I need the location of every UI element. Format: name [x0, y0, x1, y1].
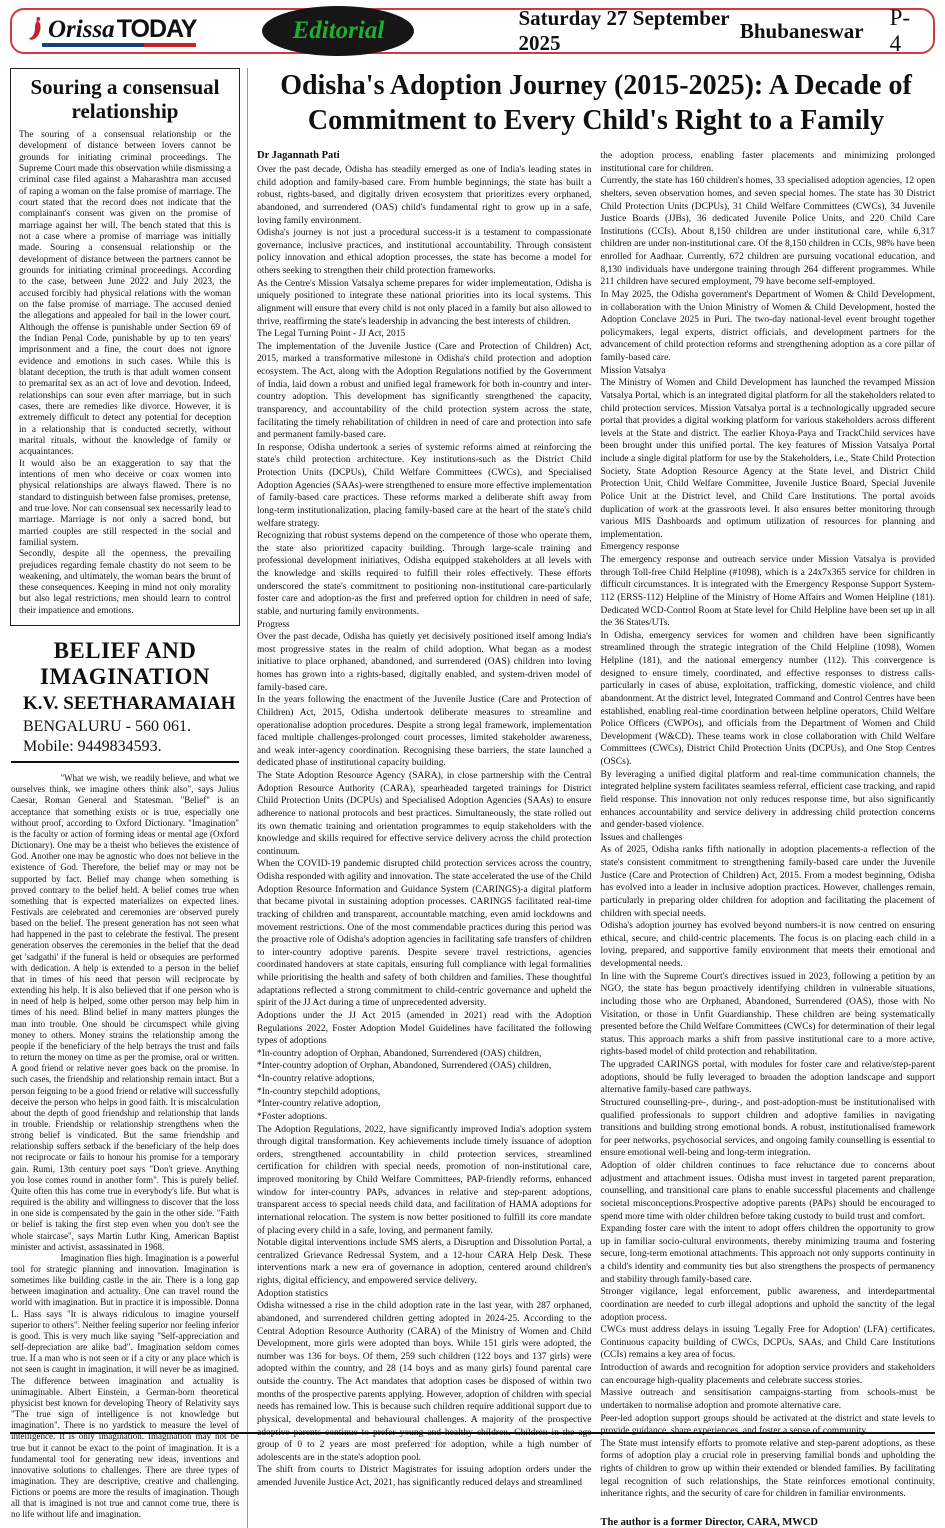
paragraph: The souring of a consensual relationship or the development of distance between lovers cannot be grounds for initiating criminal proceedings. The Supreme Court made this observation while dismissing a criminal case filed against a Maharashtra man accused of raping a woman on the false promise of marriage. The court stated that the record does not indicate that the complainant's consent was given on the promise of marriage against her will. The bench stated that this is not a case where a promise of marriage was initially made. Souring a consensual relationship or the development of distance between the partners cannot be grounds for initiating criminal proceedings. According to the case, between June 2022 and July 2023, the accused forcibly had physical relations with the woman on the false promise of marriage. The accused denied the allegations and appealed for bail in the lower court. Although the offense is punishable under Section 69 of the Indian Penal Code, punishable by up to ten years' imprisonment and a fine, the court does not ignore evidence and emotions in such cases. While this is blatant deception, the truth is that adult women consent to premarital sex as an act of love and devotion. Indeed, relationships can sour even after marriage, but in such cases, there are remedies like divorce. However, it is extremely difficult to detect any potential for deception in a relationship that is conducted secretly, without marital rituals, without the knowledge of family or acquaintances.: [19, 130, 231, 458]
paragraph: The upgraded CARINGS portal, with modules for foster care and relative/step-parent adoptions, should be fully leveraged to broaden the adoption landscape and support alternative family-based care pathways.: [600, 1060, 935, 1096]
paragraph: Structured counselling-pre-, during-, and post-adoption-must be institutionalised with qualified professionals to support children and adoptive families in navigating transitions and building strong emotional bonds. A robust, institutionalised framework for peer networks, psychosocial services, and ongoing family counselling is essential to ensure emotional well-being and long-term integration.: [600, 1097, 935, 1159]
paragraph: Currently, the state has 160 children's homes, 33 specialised adoption agencies, 12 open shelters, seven observation homes, and seven special homes. The state has 30 District Child Protection Units (DCPUs), 31 Child Welfare Committees (CWCs), 34 Juvenile Justice Boards (JJBs), 36 dedicated Juvenile Police Units, and 220 Child Care Institutions (CCIs). About 8,150 children are under institutional care, while 6,317 children are under non-institutional care. Of the 8,150 children in CCIs, 98% have been enrolled for Aadhaar. Currently, 672 children are pursuing vocational education, and 8,130 individuals have undergone training through 264 different programmes. While 211 children have secured employment, 79 have become self-employed.: [600, 176, 935, 288]
paragraph: Adoption of older children continues to face reluctance due to concerns about adjustment and attachment issues. Odisha must invest in targeted parent preparation, counselling, and transitional care plans to enable successful placements and challenge societal misconceptions.Prospective adoptive parents (PAPs) should be encouraged to spend more time with older children before taking custody to build trust and comfort.: [600, 1161, 935, 1222]
paragraph: The Legal Turning Point - JJ Act, 2015: [257, 329, 406, 340]
article-belief-imagination: [10, 638, 240, 1520]
page-number: P-4: [889, 5, 911, 56]
paragraph: The implementation of the Juvenile Justice (Care and Protection of Children) Act, 2015, marked a transformative milestone in Odisha's child protection and adoption ecosystem. The Act, along with the Adoption Regulations notified by the Government of India, laid down a robust and unified legal framework for both in-country and inter-country adoption. This development has significantly strengthened the capacity, transparency, and accountability of the child protection system across the state, facilitating the timely rehabilitation of children in need of care and protection into safe and permanent family-based care.: [257, 341, 592, 441]
article-column-1: [257, 150, 592, 1528]
author-location: BENGALURU - 560 061.: [23, 718, 191, 736]
paragraph: In the years following the enactment of the Juvenile Justice (Care and Protection of Children) Act, 2015, Odisha undertook deliberate measures to streamline and operationalise adoption procedures. Despite a strong legal framework, implementation faced multiple challenges-prolonged court processes, limited stakeholder awareness, and weak inter-agency coordination. Recognising these barriers, the state launched a dedicated phase of institutional capacity building.: [257, 695, 592, 769]
editorial-badge: Editorial: [262, 6, 414, 56]
bottom-rule: [10, 1432, 935, 1434]
main-headline: Odisha's Adoption Journey (2015-2025): A Decade of Commitment to Every Child's Right to a Family: [280, 70, 912, 136]
article-body: [11, 773, 239, 1520]
column-1-body: [257, 164, 592, 1490]
paragraph: Peer-led adoption support groups should be activated at the district and state levels to provide guidance, share experiences, and foster a sense of community.: [600, 1413, 935, 1437]
page-content: [10, 68, 935, 1528]
paragraph: By leveraging a unified digital platform and real-time communication channels, the integrated helpline system facilitates seamless referral, efficient case tracking, and rapid field response. This innovation not only reduces response time, but also significantly enhances accountability and service delivery in addressing child protection concerns and gender-based violence.: [600, 769, 935, 831]
paragraph: The emergency response and outreach service under Mission Vatsalya is provided through Toll-free Child Helpline (#1098), which is a 24x7x365 service for children in difficult circumstances. It is integrated with the Emergency Response Support System-112 (ERSS-112) Helpline of the Ministry of Home Affairs and Women Helpline (181). Dedicated WCD-Control Room at State level for Child Helpline have been set up in all the 36 States/UTs.: [600, 555, 935, 629]
chili-pepper-icon: [28, 16, 46, 42]
paragraph: *In-country stepchild adoptions,: [257, 1086, 381, 1097]
paragraph: Odisha witnessed a rise in the child adoption rate in the last year, with 287 orphaned, abandoned, and surrendered children getting adopted in 2024-25. According to the Central Adoption Resource Authority (CARA) of the Ministry of Women and Child Development, more girls were adopted than boys. While 151 girls were adopted, the number was 136 for boys. Of them, 259 such children (122 boys and 137 girls) were adopted within the country, and 28 (14 boys and as many girls) found parental care outside the country. The Act mandates that adoption cases be disposed of within two months of the prospective parents applying. However, adoption of children with special needs has remained low. This is because such children require additional support due to physical, developmental and behavioural challenges. A majority of the prospective adoptive parents continue to prefer young and healthy children. Children in the age group of 0 to 2 years are most preferred for adoption, while a high number of adolescents are in the state's adoption pool.: [257, 1301, 592, 1463]
left-column: [10, 68, 248, 1528]
paragraph: It would also be an exaggeration to say that the intentions of men who deceive or coax women into physical relationships are always flawed. There is no standard to distinguish between false promises, pretense, and true love. Nor can consensual sex necessarily lead to marriage. Marriage is not only a sacred bond, but married couples are still respected in the social and familial system.: [19, 458, 231, 548]
orissa-today-logo: [28, 16, 196, 47]
paragraph: Emergency response: [600, 542, 680, 553]
paragraph: In response, Odisha undertook a series of systemic reforms aimed at reinforcing the state's child protection architecture. Key institutions-such as the District Child Protection Units (DCPUs), Child Welfare Committees (CWCs), and Specialised Adoption Agencies (SAAs)-were strengthened to ensure more effective implementation of family-based care practices. These reforms marked a deliberate shift away from long-term institutionalization, placing family-based care at the heart of the state's child welfare strategy.: [257, 442, 592, 529]
paragraph: Mission Vatsalya: [600, 365, 666, 376]
paragraph: In Odisha, emergency services for women and children have been significantly streamlined through the strategic integration of the Child Helpline (1098), Women Helpline (181), and the national emergency number (112). This convergence is designed to ensure timely, coordinated, and effective responses to distress calls-particularly in cases of abuse, exploitation, trafficking, domestic violence, and child abandonment. At the district level, Integrated Command and Control Centres have been established, enabling real-time coordination between helpline operators, Child Welfare Police Officers (CWPOs), and officials from the Department of Women and Child Development (W&CD). These teams work in close collaboration with Child Welfare Committees (CWCs), District Child Protection Units (DCPUs), and One Stop Centres (OSCs).: [600, 630, 935, 767]
paragraph: Over the past decade, Odisha has steadily emerged as one of India's leading states in child adoption and family-based care. From humble beginnings, the state has built a robust, rights-based, and digitally driven ecosystem that prioritizes every orphaned, abandoned, and surrendered (OAS) child's fundamental right to grow up in a safe, loving family environment.: [257, 165, 592, 226]
paragraph: *Inter-country adoption of Orphan, Abandoned, Surrendered (OAS) children,: [257, 1061, 552, 1072]
logo-today-text: TODAY: [116, 14, 197, 43]
masthead: [10, 5, 935, 56]
paragraph: Imagination flies high. Imagination is a powerful tool for strategic planning and innovation. Imagination is sometimes like building castle in the air. There is a long gap between imagination and actuality. One can travel round the world with imagination. But in practice it is impossible. Donna L. Hass says "It is always ridiculous to imagine yourself superior to others". Neither feeling superior nor feeling inferior is good. This is very much like saying "Self-appreciation and self-depreciation are alike bad". Imagination seldom comes true. If a man who is not seen or if a city or any place which is not seen is caught in imagination, it will never be as imagined. The difference between imagination and actuality is unimaginable. Albert Einstein, a German-born theoretical physicist best known for developing Theory of Relativity says "The true sign of intelligence is not knowledge but imagination". There is no yardstick to measure the level of intelligence. It is only imagination. Imagination may not be true but it cannot be exact to the point of imagination. It is a fundamental tool for generating new ideas, inventions and innovative solutions to challenges. There are three types of imagination. They are descriptive, creative and challenging. Fictions or poems are more the results of imagination. Though all that is imagined is not true and cannot come true, there is no life without life and imagination.: [11, 1252, 239, 1520]
paragraph: Secondly, despite all the openness, the prevailing prejudices regarding female chastity do not seem to be weakening, and ultimately, the woman bears the brunt of these consequences. Keeping in mind not only morality but also legal restrictions, men should learn to control their impatience and emotions.: [19, 549, 231, 616]
divider-rule: [11, 761, 239, 763]
paragraph: the adoption process, enabling faster placements and minimizing prolonged institutional care for children.: [600, 151, 935, 174]
article-column-2: [601, 150, 936, 1528]
author-mobile: Mobile: 9449834593.: [23, 738, 162, 756]
logo-orissa-text: Orissa: [48, 15, 115, 43]
article-body: [19, 130, 231, 617]
paragraph: In line with the Supreme Court's directives issued in 2023, following a petition by an NGO, the state has begun proactively identifying children in vulnerable situations, including those who are Orphaned, Abandoned, Surrendered (OAS), those with No Visitation, or those in Unfit Guardianship. These children are being systematically presented before the Child Welfare Committees (CWCs) for determination of their legal status. This approach marks a shift from passive institutional care to a more active, rights-based model of child protection and rehabilitation.: [600, 971, 935, 1058]
paragraph: Introduction of awards and recognition for adoption service providers and stakeholders can encourage high-quality placements and celebrate success stories.: [600, 1363, 935, 1386]
paragraph: As of 2025, Odisha ranks fifth nationally in adoption placements-a reflection of the state's consistent commitment to strengthening family-based care under the Juvenile Justice (Care and Protection of Children) Act, 2015. From a modest beginning, Odisha has evolved into a leader in inclusive adoption practices. However, challenges remain, particularly in preparing older children for adoption and facilitating the placement of children with special needs.: [600, 845, 935, 919]
paragraph: Odisha's journey is not just a procedural success-it is a testament to compassionate governance, inclusive practices, and institutional accountability. Through consistent policy innovation and ethical adoption processes, the state has become a model for others seeking to strengthen their child protection frameworks.: [257, 228, 592, 276]
edition-city: Bhubaneswar: [739, 18, 864, 43]
paragraph: The State Adoption Resource Agency (SARA), in close partnership with the Central Adoption Resource Authority (CARA), spearheaded targeted trainings for District Child Protection Units (DCPUs) and Specialised Adoption Agencies (SAAs) to ensure adherence to national protocols and best practices. Simultaneously, the state rolled out its own thematic training and orientation programmes to equip stakeholders with the knowledge and skills required for effective service delivery across the child protection continuum.: [257, 771, 592, 857]
article-author: K.V. SEETHARAMAIAH: [23, 693, 236, 715]
byline: Dr Jagannath Pati: [257, 150, 340, 161]
article-title: BELIEF AND IMAGINATION: [40, 638, 210, 690]
paragraph: Expanding foster care with the intent to adopt offers children the opportunity to grow up in familiar socio-cultural environments, thereby minimizing trauma and fostering secure, long-term emotional attachments. This approach not only supports continuity in a child's identity and community ties but also strengthens the prospects of permanency and stability through family-based care.: [600, 1224, 935, 1285]
paragraph: Adoption statistics: [257, 1288, 328, 1299]
paragraph: Recognizing that robust systems depend on the competence of those who operate them, the state also prioritized capacity building. Through large-scale training and professional development initiatives, Odisha equipped stakeholders at all levels with the knowledge and skills required to fulfill their roles effectively. These efforts underscored the state's commitment to positioning non-institutional care-particularly foster care and adoption-as the first and preferred option for children in need of safe, stable, and nurturing family environments.: [257, 531, 592, 617]
paragraph: Stronger vigilance, legal enforcement, public awareness, and interdepartmental coordination are needed to curb illegal adoptions and uphold the sanctity of the legal adoption process.: [600, 1287, 935, 1323]
paragraph: In May 2025, the Odisha government's Department of Women & Child Development, in collaboration with the Union Ministry of Women & Child Development, hosted the Adoption Conclave 2025 in Puri. The two-day national-level event brought together policymakers, legal experts, district officials, and development partners for the advancement of child protection reforms and strengthening adoption as a core pillar of family-based care.: [600, 289, 935, 363]
issue-date: Saturday 27 September 2025: [518, 6, 730, 55]
paragraph: The Ministry of Women and Child Development has launched the revamped Mission Vatsalya Portal, which is an integrated digital platform for all the stakeholders related to child protection services. Mission Vatsalya portal is a technologically upgraded secure portal that provides a digital working platform for various stakeholders across different levels at the State and district. The earlier Khoya-Paya and TrackChild services have been brought under this unified portal. The key features of Mission Vatsalya Portal include a single digital platform for use by the Stakeholders, i.e., State Child Protection Society, State Adoption Resource Agency at the State level, and District Child Protection Unit, Child Welfare Committee, Juvenile Justice Board, Special Juvenile Police Unit at the District level, and Child Care Institutions. The portal avoids duplication of work at the grassroots level. It also ensures better monitoring through various MIS Dashboards and optimum utilization of resources for planning and implementation.: [600, 378, 936, 540]
paragraph: The shift from courts to District Magistrates for issuing adoption orders under the amended Juvenile Justice Act, 2021, has significantly reduced delays and streamlined: [257, 1465, 592, 1488]
paragraph: CWCs must address delays in issuing 'Legally Free for Adoption' (LFA) certificates. Continuous capacity building of CWCs, DCPUs, SAAs, and Child Care Institutions (CCIs) remains a key area of focus.: [600, 1325, 935, 1361]
paragraph: When the COVID-19 pandemic disrupted child protection services across the country, Odisha responded with agility and innovation. The state accelerated the use of the Child Adoption Resource Information and Guidance System (CARINGS)-a digital platform that became pivotal in sustaining adoption processes. CARINGS facilitated real-time tracking of children and transparent, accountable matching, even amid lockdowns and movement restrictions. One of the most commendable practices during this period was the proactive role of Odisha's adoption agencies in facilitating safe transfers of children to inter-country adoptive parents. Despite severe travel restrictions, agencies coordinated handovers at state capitals, ensuring full compliance with legal formalities while prioritising the health and safety of both children and families. These thoughtful adaptations reflected a strong commitment to child-centric governance and upheld the spirit of the JJ Act during a time of unprecedented adversity.: [257, 859, 592, 1009]
author-footer: The author is a former Director, CARA, MWCD: [600, 1516, 818, 1528]
paragraph: *In-country relative adoptions,: [257, 1074, 375, 1084]
logo-underline-bars: [42, 43, 196, 47]
paragraph: Notable digital interventions include SMS alerts, a Disruption and Dissolution Portal, a centralized Grievance Redressal System, and a 12-hour CARA Help Desk. These interventions mark a new era of governance in adoption, centered around children's rights, digital efficiency, and empowered service delivery.: [257, 1238, 592, 1286]
paragraph: The State must intensify efforts to promote relative and step-parent adoptions, as these forms of adoption play a crucial role in preserving familial bonds and upholding the rights of children to grow up within their extended or blended families. By facilitating legal recognition of such relationships, the State reinforces emotional continuity, inheritance rights, and the security of care for children in familiar environments.: [600, 1438, 935, 1500]
article-souring-relationship: [10, 68, 240, 626]
paragraph: Progress: [257, 619, 290, 630]
paragraph: Over the past decade, Odisha has quietly yet decisively positioned itself among India's most progressive states in the realm of child adoption. What began as a modest initiative to place orphaned, abandoned, and surrendered (OAS) children into loving homes has grown into a rights-based, digitally enabled, and system-driven model of family-based care.: [257, 632, 592, 693]
paragraph: The Adoption Regulations, 2022, have significantly improved India's adoption system through digital transformation. Key achievements include timely issuance of adoption orders, strengthened accountability in child protection services, streamlined certification for children with special needs, promotion of non-institutional care, improved monitoring by Child Welfare Committees, PAP-friendly reforms, enhanced window for inter-country PAPs, advances in relative and step-parent adoptions, transparent access to special needs child data, and facilitation of HAMA adoptions for international relocation. The system is now better positioned to fulfill its core mandate of placing every child in a safe, loving, and permanent family.: [257, 1124, 592, 1236]
paragraph: "What we wish, we readily believe, and what we ourselves think, we imagine others think also", says Julius Caesar, Roman General and Statesman. "Belief" is an acceptance that something exists or is true, especially one without proof, according to Oxford Dictionary. "Imagination" is the faculty or action of forming ideas or mental age (Oxford Dictionary). One may be a theist who believes the existence of God. Another one may be agnostic who does not believe in the existence of God. Therefore, the belief may or may not be supported by fact. Belief may change when something is proved contrary to the belief held. A belief comes true when something that is expected materializes on expected lines. Festivals are celebrated and ceremonies are observed purely based on the belief. The present generation has not seen what had happened in the past to celebrate the festival. The present generation observes the ceremonies in the belief that the dead get 'sadgathi' if the funeral is held or obsequies are performed with dedication. A help is extended to a person in the belief that in times of his need that person will reciprocate by extending his help. It is also believed that if one person who is in need of help is helped, some other person may help him in times of his need. Blind belief in many matters plunges the man into trouble. One should be circumspect while giving money to others. Money strains the relationship among the people if the beneficiary of the help betrays the trust and fails to return the money on time as per the promise, oral or written. A good friend or relative never goes back on the promise. In such cases, the friendship and relationship remain intact. But a person feigning to be a good friend or relative will successfully deceive the person who helps in good faith. It is miscalculation about the depth of good friendship and relationship that lands in trouble. Friendship or relationship strengthens when the strong belief is vindicated. But the same friendship and relationship suffers setback if the beneficiary of the help does not reciprocate or fails to honour his promise for a temporary gain. Rumi, 13th century poet says "Don't grieve. Anything you lose comes round in another form". This is purely belief. Quite often this has come true in everybody's life. But what is required is the ability and willingness to discover that the loss in one side is compensated by the gain in the other side. "Faith or belief is taking the first step even when you don't see the whole staircase", says Martin Luthr King, American Baptist minister and activist, assassinated in 1968.: [11, 773, 239, 1252]
paragraph: Odisha's adoption journey has evolved beyond numbers-it is now centred on ensuring ethical, secure, and child-centric placements. The focus is on placing each child in a loving, prepared, and supportive family environment that meets their emotional and developmental needs.: [600, 921, 935, 969]
paragraph: *Inter-country relative adoption,: [257, 1099, 381, 1110]
logo-underline-red-segment: [144, 43, 197, 47]
paragraph: *Foster adoptions.: [257, 1111, 328, 1122]
article-columns: [257, 150, 935, 1528]
paragraph: Massive outreach and sensitisation campaigns-starting from schools-must be undertaken to normalise adoption and promote alternative care.: [600, 1388, 935, 1411]
main-article: [248, 68, 935, 1528]
column-2-body: [601, 150, 936, 1501]
paragraph: As the Centre's Mission Vatsalya scheme prepares for wider implementation, Odisha is uniquely positioned to integrate these national priorities into its local systems. This alignment will ensure that every child is not only placed in a family but also allowed to thrive, reaffirming the state's leadership in advancing the best interests of children.: [257, 278, 592, 327]
article-title: Souring a consensual relationship: [30, 75, 220, 123]
paragraph: Issues and challenges: [600, 832, 683, 843]
paragraph: *In-country adoption of Orphan, Abandoned, Surrendered (OAS) children,: [257, 1048, 542, 1059]
paragraph: Adoptions under the JJ Act 2015 (amended in 2021) read with the Adoption Regulations 2022, Foster Adoption Model Guidelines have facilitated the following types of adoptions: [257, 1010, 592, 1047]
